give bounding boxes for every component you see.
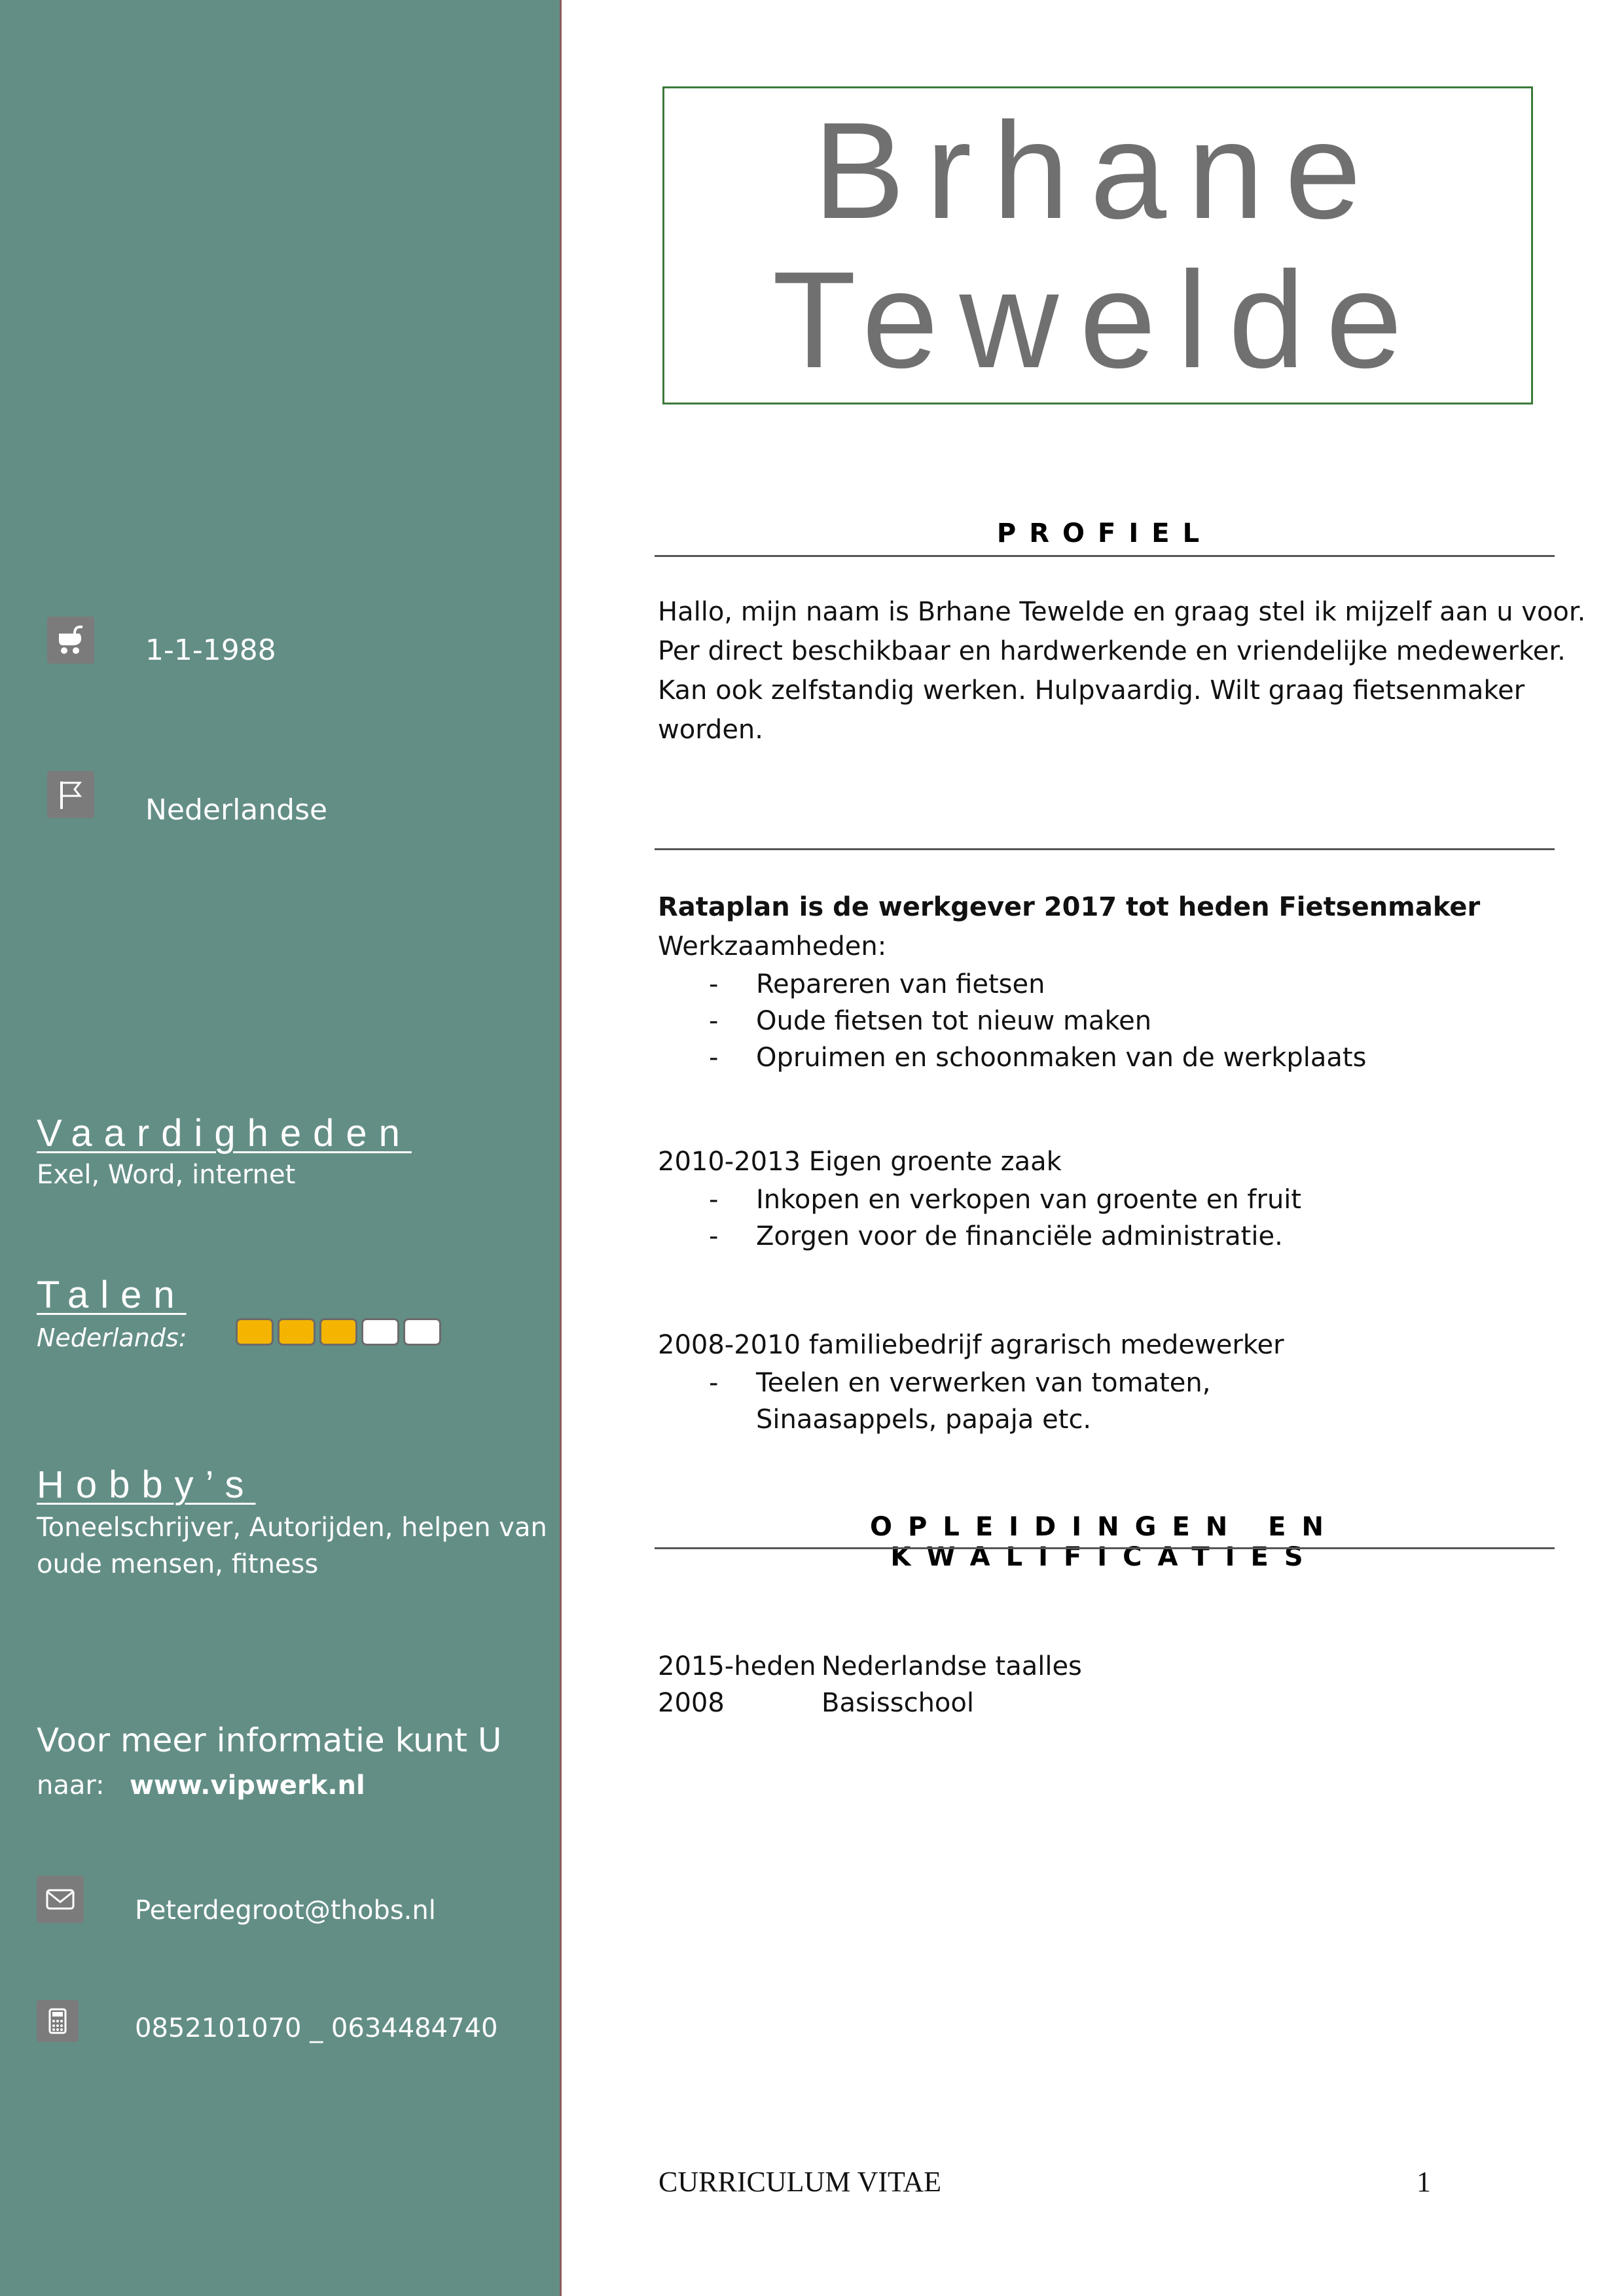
language-level-segment xyxy=(278,1318,316,1346)
language-name: Nederlands: xyxy=(37,1323,187,1352)
profile-text xyxy=(658,592,1585,749)
language-level-meter xyxy=(236,1318,441,1346)
language-level-segment xyxy=(361,1318,399,1346)
hobbies-line-2: oude mensen, fitness xyxy=(37,1549,319,1579)
hobbies-text xyxy=(37,1509,547,1583)
education-label: Basisschool xyxy=(821,1688,974,1718)
list-item: - Inkopen en verkopen van groente en fruit xyxy=(658,1181,1301,1218)
birthdate: 1-1-1988 xyxy=(145,634,276,667)
experience-title: 2010-2013 Eigen groente zaak xyxy=(658,1147,1062,1177)
phone-number: 0852101070 _ 0634484740 xyxy=(135,2013,498,2043)
name-box xyxy=(662,86,1533,404)
language-level-segment xyxy=(319,1318,357,1346)
stroller-icon xyxy=(47,617,94,664)
list-item: - Opruimen en schoonmaken van de werkplaats xyxy=(658,1039,1480,1076)
list-item: - Teelen en verwerken van tomaten, xyxy=(658,1365,1284,1401)
languages-title: Talen xyxy=(37,1274,187,1316)
education-table xyxy=(658,1648,1082,1721)
experience-title: 2008-2010 familiebedrijf agrarisch medewerker xyxy=(658,1330,1284,1360)
profile-line-4: worden. xyxy=(658,715,763,745)
first-name: Brhane xyxy=(813,94,1382,247)
info-url-link[interactable]: www.vipwerk.nl xyxy=(130,1770,365,1801)
education-row xyxy=(658,1685,1082,1721)
experience-entry-1 xyxy=(658,888,1480,1076)
education-label: Nederlandse taalles xyxy=(821,1651,1082,1681)
education-heading: OPLEIDINGEN EN KWALIFICATIES xyxy=(870,1512,1339,1572)
skills-title: Vaardigheden xyxy=(37,1112,412,1155)
hobbies-line-1: Toneelschrijver, Autorijden, helpen van xyxy=(37,1513,547,1543)
profile-line-2: Per direct beschikbaar en hardwerkende en vriendelijke medewerker. xyxy=(658,636,1566,666)
footer-title: CURRICULUM VITAE xyxy=(659,2166,942,2198)
info-line: Voor meer informatie kunt U xyxy=(37,1721,502,1759)
email-link[interactable]: Peterdegroot@thobs.nl xyxy=(135,1895,436,1926)
calculator-icon xyxy=(37,2000,79,2042)
language-level-segment xyxy=(403,1318,441,1346)
list-item: - Oude fietsen tot nieuw maken xyxy=(658,1003,1480,1039)
education-year: 2015-heden xyxy=(658,1651,816,1681)
education-year: 2008 xyxy=(658,1688,725,1718)
nationality: Nederlandse xyxy=(145,793,328,827)
profile-line-1: Hallo, mijn naam is Brhane Tewelde en graag stel ik mijzelf aan u voor. xyxy=(658,597,1586,627)
experience-rule xyxy=(655,848,1555,850)
profile-line-3: Kan ook zelfstandig werken. Hulpvaardig. Wilt graag fietsenmaker xyxy=(658,675,1525,706)
profile-rule xyxy=(655,555,1555,557)
experience-title: Rataplan is de werkgever 2017 tot heden Fietsenmaker xyxy=(658,892,1481,922)
flag-icon xyxy=(47,771,94,818)
education-rule xyxy=(655,1547,1555,1549)
experience-tasks xyxy=(658,1365,1284,1401)
language-level-segment xyxy=(236,1318,274,1346)
education-row xyxy=(658,1648,1082,1685)
skills-text: Exel, Word, internet xyxy=(37,1160,296,1190)
experience-tasks xyxy=(658,1181,1301,1255)
experience-subtitle: Werkzaamheden: xyxy=(658,931,887,961)
info-label: naar: xyxy=(37,1770,105,1801)
last-name: Tewelde xyxy=(772,243,1424,397)
page-number: 1 xyxy=(1416,2166,1431,2198)
experience-entry-3 xyxy=(658,1325,1284,1438)
profile-heading: PROFIEL xyxy=(996,518,1213,548)
list-item: - Repareren van fietsen xyxy=(658,966,1480,1003)
envelope-icon xyxy=(37,1876,84,1923)
hobbies-title: Hobby’s xyxy=(37,1463,256,1506)
experience-continuation: Sinaasappels, papaja etc. xyxy=(756,1405,1092,1435)
experience-entry-2 xyxy=(658,1142,1301,1255)
list-item: - Zorgen voor de financiële administratie. xyxy=(658,1218,1301,1255)
experience-tasks xyxy=(658,966,1480,1076)
sidebar xyxy=(0,0,562,2296)
